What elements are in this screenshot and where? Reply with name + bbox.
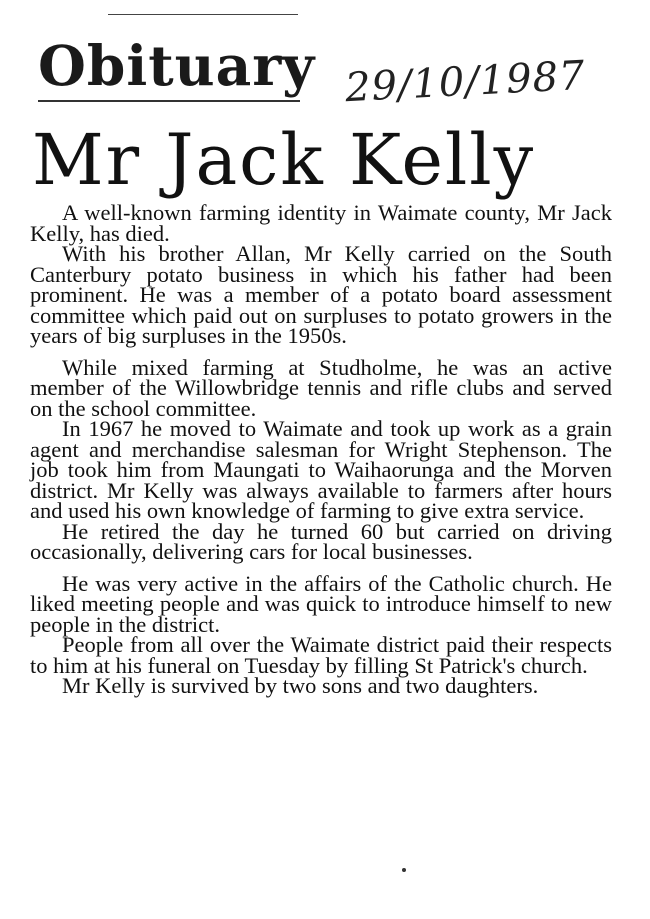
paragraph-intro: A well-known farming identity in Waimate county, Mr Jack Kelly, has died. bbox=[30, 200, 612, 246]
paragraph-retirement: He retired the day he turned 60 but carried on driving occasionally, delivering cars for local businesses. bbox=[30, 518, 612, 564]
paragraph-funeral: People from all over the Waimate district paid their respects to him at his funeral on Tuesday by filling St Patrick's church. bbox=[30, 632, 612, 678]
paragraph-studholme: While mixed farming at Studholme, he was an active member of the Willowbridge tennis and rifle clubs and served on the school committee. bbox=[30, 354, 612, 421]
paragraph-church: He was very active in the affairs of the Catholic church. He liked meeting people and was quick to introduce himself to new people in the district. bbox=[30, 570, 612, 637]
paragraph-survived-by: Mr Kelly is survived by two sons and two daughters. bbox=[62, 673, 539, 698]
top-rule bbox=[108, 14, 298, 15]
stray-mark bbox=[402, 868, 406, 872]
paragraph-waimate-work: In 1967 he moved to Waimate and took up work as a grain agent and merchandise salesman for Wright Stephenson. The job took him from Maungati to Waihaorunga and the Morven district. Mr Kelly was always available to farmers after hours and used his own knowledge of farming to give extra service. bbox=[30, 416, 612, 523]
handwritten-date: 29/10/1987 bbox=[343, 52, 587, 112]
article-body bbox=[30, 200, 612, 698]
heading-underline bbox=[38, 100, 300, 102]
section-heading: Obituary bbox=[38, 33, 316, 98]
paragraph-potato-business: With his brother Allan, Mr Kelly carried on the South Canterbury potato business in which his father had been prominent. He was a member of a potato board assessment committee which paid out on surpluses to potato growers in the years of big surpluses in the 1950s. bbox=[30, 241, 612, 348]
headline: Mr Jack Kelly bbox=[32, 119, 536, 201]
